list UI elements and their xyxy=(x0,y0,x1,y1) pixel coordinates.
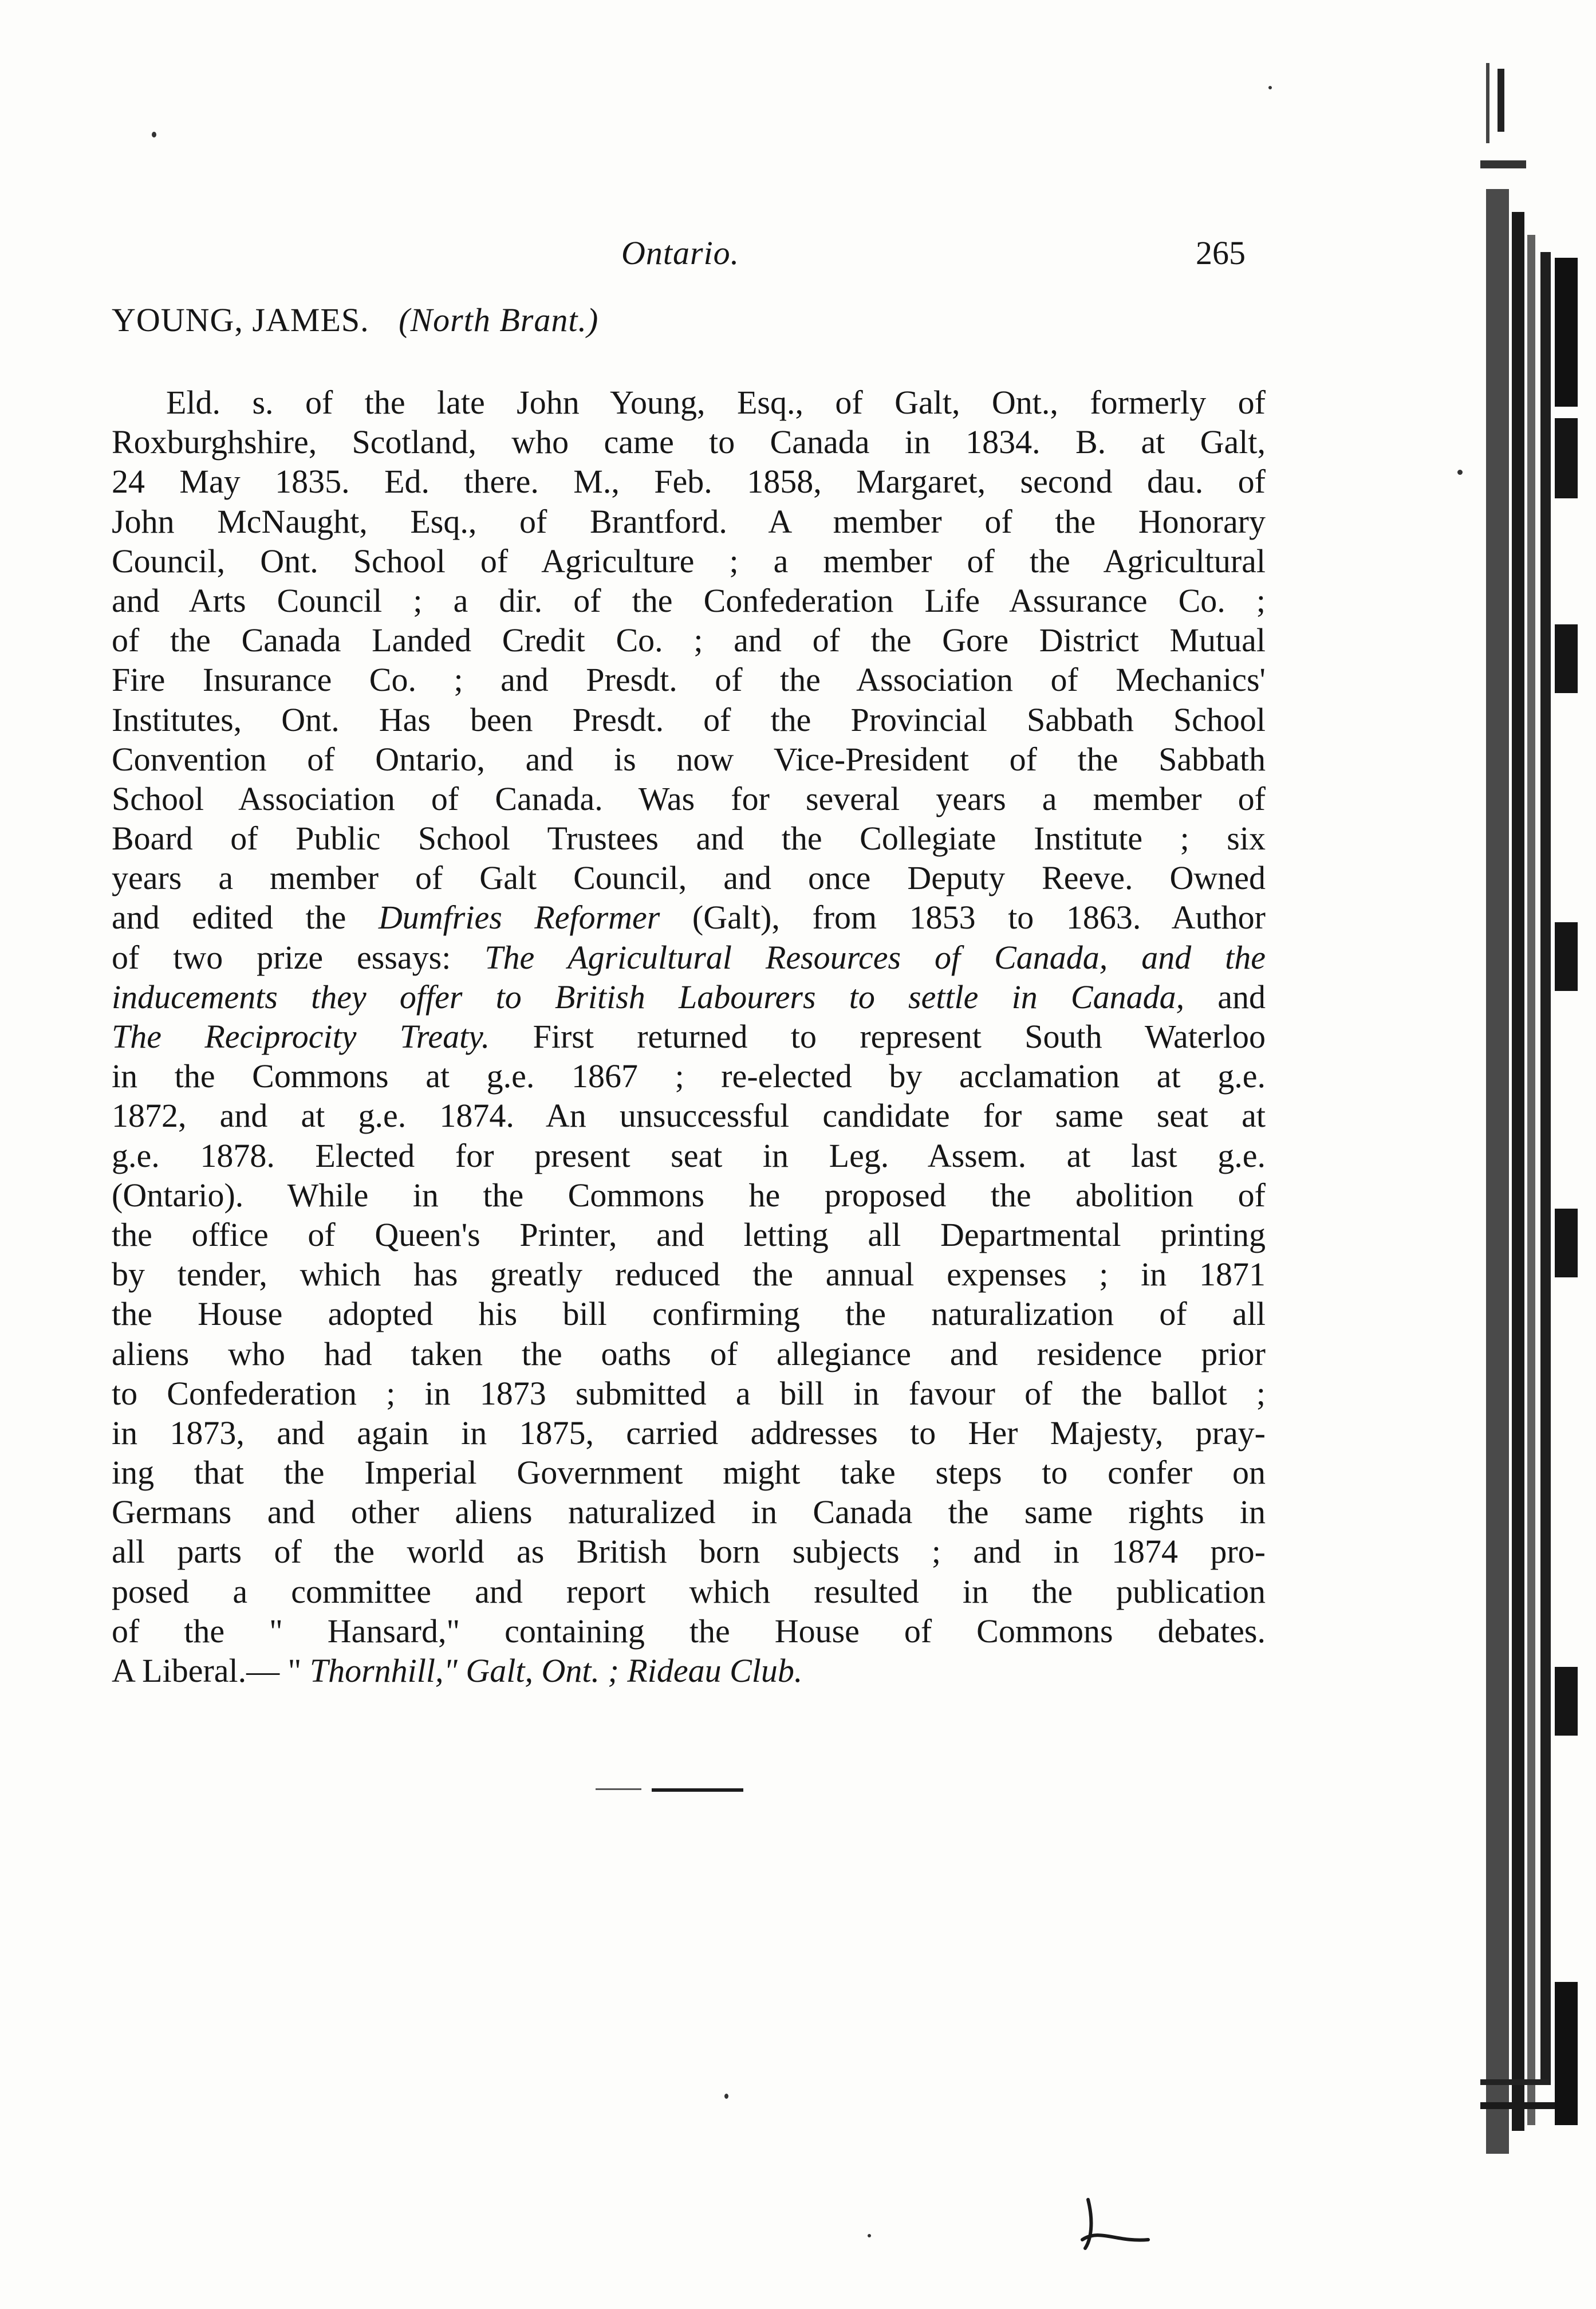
scan-speck xyxy=(1268,86,1272,89)
bio-line xyxy=(112,977,1266,1017)
bio-text: (Ontario). While in the Commons he proposed the abolition of xyxy=(112,1176,1266,1214)
bio-line xyxy=(112,422,1266,462)
bio-text: and xyxy=(1184,978,1266,1016)
bio-line xyxy=(112,581,1266,620)
bio-line xyxy=(112,620,1266,660)
bio-line xyxy=(112,1254,1266,1294)
bio-text: posed a committee and report which resulted in the publication xyxy=(112,1572,1266,1610)
bio-text: of the " Hansard," containing the House of Commons debates. xyxy=(112,1612,1266,1650)
bio-text: Roxburghshire, Scotland, who came to Canada in 1834. B. at Galt, xyxy=(112,423,1266,461)
bio-line xyxy=(112,1532,1266,1571)
bio-line xyxy=(112,1294,1266,1334)
bio-line xyxy=(112,1572,1266,1611)
bio-text: ing that the Imperial Government might take steps to confer on xyxy=(112,1454,1266,1492)
bio-text: to Confederation ; in 1873 submitted a bill in favour of the ballot ; xyxy=(112,1374,1266,1412)
bio-text: 24 May 1835. Ed. there. M., Feb. 1858, Margaret, second dau. of xyxy=(112,463,1266,501)
bio-text: the office of Queen's Printer, and letting all Departmental printing xyxy=(112,1216,1266,1253)
bio-line xyxy=(112,1215,1266,1254)
bio-text: g.e. 1878. Elected for present seat in Leg. Assem. at last g.e. xyxy=(112,1136,1266,1174)
bio-text: of the Canada Landed Credit Co. ; and of the Gore District Mutual xyxy=(112,621,1266,659)
bio-text: Council, Ont. School of Agriculture ; a member of the Agricultural xyxy=(112,542,1266,580)
entry-name: YOUNG, JAMES. xyxy=(112,301,369,339)
bio-text: in 1873, and again in 1875, carried addresses to Her Majesty, pray- xyxy=(112,1414,1266,1452)
bio-line xyxy=(112,383,1266,422)
bio-text: Fire Insurance Co. ; and Presdt. of the Association of Mechanics' xyxy=(112,661,1266,699)
handwritten-mark-icon xyxy=(1077,2188,1157,2257)
bio-line xyxy=(112,1096,1266,1135)
bio-text: School Association of Canada. Was for several years a member of xyxy=(112,780,1266,817)
bio-text: Germans and other aliens naturalized in Canada the same rights in xyxy=(112,1493,1266,1531)
bio-italic-text: The Reciprocity Treaty. xyxy=(112,1018,490,1055)
bio-text: Institutes, Ont. Has been Presdt. of the Provincial Sabbath School xyxy=(112,701,1266,738)
bio-text: Board of Public School Trustees and the Collegiate Institute ; six xyxy=(112,820,1266,857)
running-header-title: Ontario. xyxy=(621,234,740,272)
bio-text: in the Commons at g.e. 1867 ; re-elected by acclamation at g.e. xyxy=(112,1057,1266,1095)
bio-line xyxy=(112,1374,1266,1413)
bio-text: aliens who had taken the oaths of allegiance and residence prior xyxy=(112,1335,1266,1372)
bio-line xyxy=(112,1413,1266,1453)
bio-italic-text: Dumfries Reformer xyxy=(378,899,660,937)
bio-line xyxy=(112,779,1266,819)
bio-line xyxy=(112,898,1266,937)
bio-line xyxy=(112,1611,1266,1651)
bio-line xyxy=(112,739,1266,779)
bio-line xyxy=(112,502,1266,541)
bio-text: years a member of Galt Council, and once Deputy Reeve. Owned xyxy=(112,859,1266,897)
entry-heading xyxy=(112,301,598,339)
bio-line xyxy=(112,819,1266,858)
bio-text: the House adopted his bill confirming the naturalization of all xyxy=(112,1295,1266,1333)
bio-text: all parts of the world as British born subjects ; and in 1874 pro- xyxy=(112,1533,1266,1571)
bio-text: John McNaught, Esq., of Brantford. A member of the Honorary xyxy=(112,502,1266,540)
scan-speck xyxy=(868,2234,871,2237)
bio-italic-text: Thornhill," Galt, Ont. ; Rideau Club. xyxy=(309,1652,803,1689)
bio-line xyxy=(112,1136,1266,1175)
bio-line xyxy=(112,938,1266,977)
bio-text: Convention of Ontario, and is now Vice-President of the Sabbath xyxy=(112,740,1266,778)
bio-line xyxy=(112,1017,1266,1056)
bio-line xyxy=(112,1056,1266,1096)
bio-italic-text: The Agricultural Resources of Canada, and the xyxy=(484,938,1266,976)
bio-line xyxy=(112,541,1266,581)
scan-speck xyxy=(1457,470,1463,475)
bio-line xyxy=(112,1334,1266,1374)
bio-text: Eld. s. of the late John Young, Esq., of Galt, Ont., formerly of xyxy=(166,384,1266,421)
bio-text: First returned to represent South Waterloo xyxy=(490,1018,1266,1055)
bio-line xyxy=(112,700,1266,739)
page-number: 265 xyxy=(1196,234,1246,272)
bio-italic-text: inducements they offer to British Labourers to settle in Canada, xyxy=(112,978,1185,1016)
bio-text: 1872, and at g.e. 1874. An unsuccessful candidate for same seat at xyxy=(112,1097,1266,1135)
bio-text: (Galt), from 1853 to 1863. Author xyxy=(660,899,1266,937)
separator-tick xyxy=(596,1788,641,1790)
bio-line xyxy=(112,1453,1266,1492)
bio-text: by tender, which has greatly reduced the annual expenses ; in 1871 xyxy=(112,1256,1266,1293)
bio-line xyxy=(112,1175,1266,1215)
bio-line xyxy=(112,1492,1266,1532)
bio-text: and Arts Council ; a dir. of the Confederation Life Assurance Co. ; xyxy=(112,581,1266,619)
bio-line xyxy=(112,858,1266,898)
section-separator-rule xyxy=(652,1788,743,1792)
bio-line xyxy=(112,660,1266,699)
bio-text: and edited the xyxy=(112,899,379,937)
biography-paragraph xyxy=(112,383,1266,1690)
scan-speck xyxy=(152,132,156,137)
bio-text: A Liberal.— " xyxy=(112,1652,310,1689)
scan-speck xyxy=(724,2094,728,2099)
bio-text: of two prize essays: xyxy=(112,938,485,976)
scan-edge-artifact xyxy=(1480,63,1596,2154)
bio-line xyxy=(112,462,1266,501)
bio-line xyxy=(112,1651,1266,1690)
entry-riding: (North Brant.) xyxy=(399,301,599,339)
